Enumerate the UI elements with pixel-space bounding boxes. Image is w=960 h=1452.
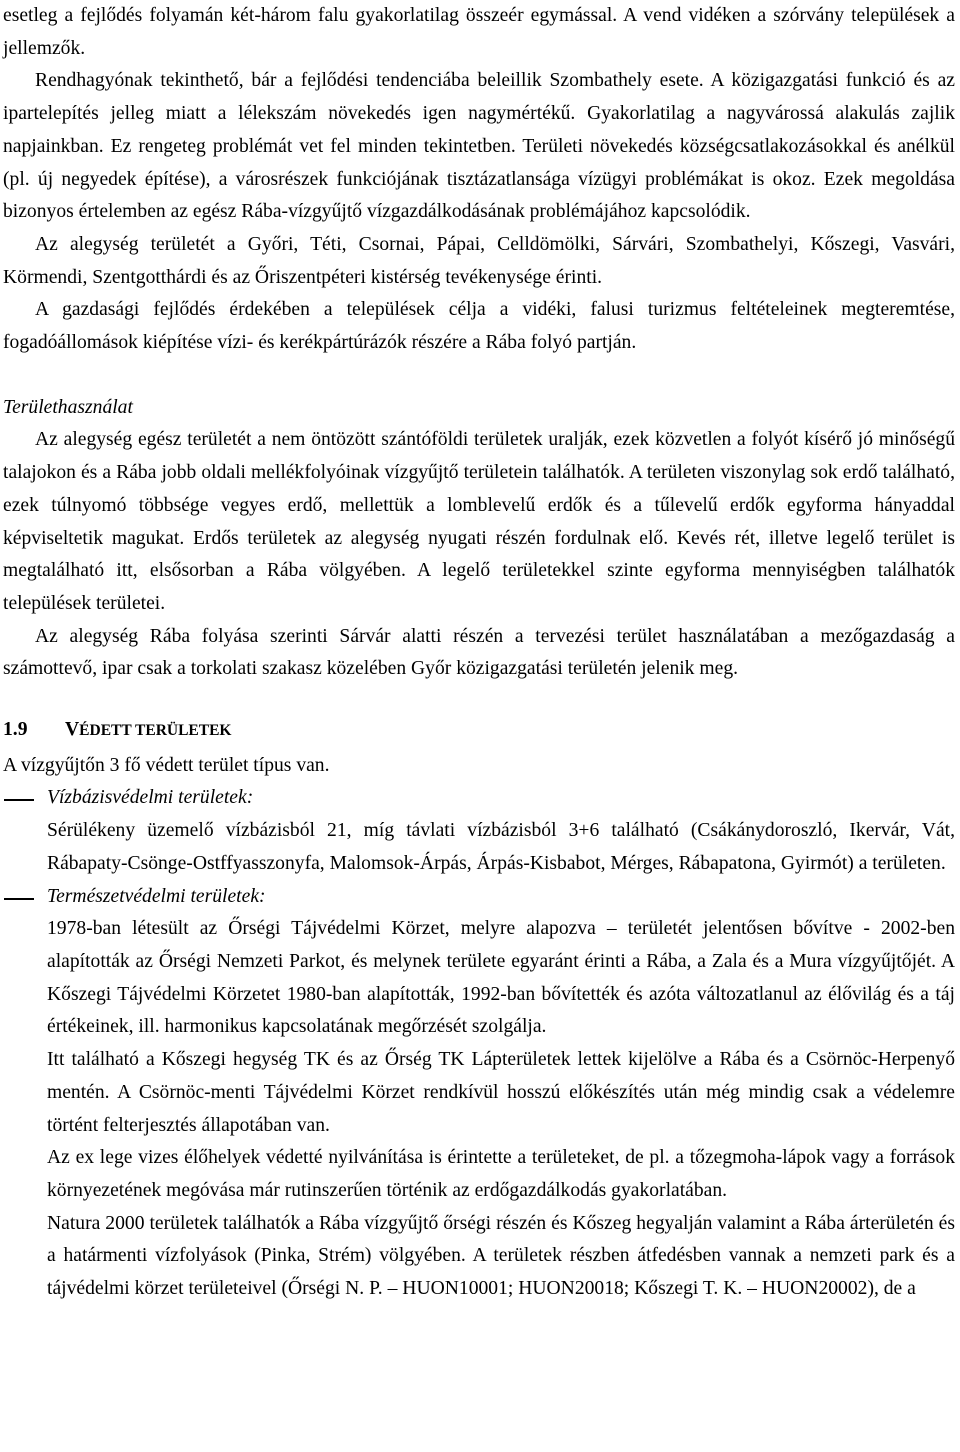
paragraph-szombathely: Rendhagyónak tekinthető, bár a fejlődési tendenciába beleillik Szombathely esete. A közigazgatási funkció és az ipartelepítés jelleg miatt a lélekszám növekedés igen nagymértékű. Gyakorlatilag a nagyvárossá alakulás zajlik napjainkban. Ez rengeteg problémát vet fel minden tekintetben. Területi növekedés községcsatlakozásokkal és anélkül (pl. új negyedek építése), a városrészek funkciójának tisztázatlansága vízügyi problémákat is okoz. Ezek megoldása bizonyos értelemben az egész Rába-vízgyűjtő vízgazdálkodásának problémájához kapcsolódik. [3, 70, 955, 223]
section-number: 1.9 [3, 719, 28, 741]
list-item-paragraph: Sérülékeny üzemelő vízbázisból 21, míg távlati vízbázisból 3+6 található (Csákánydoroszló, Ikervár, Vát, Rábapaty-Csönge-Ostffyasszonyfa, Malomsok-Árpás, Árpás-Kisbabot, Mérges, Rábapatona, Gyirmót) a területen. [47, 820, 955, 874]
paragraph-landuse-2: Az alegység Rába folyása szerinti Sárvár alatti részén a tervezési terület használatában a mezőgazdaság a számottevő, ipar csak a torkolati szakasz közelében Győr közigazgatási területén jelenik meg. [3, 625, 955, 680]
list-item-vizbazis [3, 782, 955, 880]
paragraph-kisterseg: Az alegység területét a Győri, Téti, Csornai, Pápai, Celldömölki, Sárvári, Szombathelyi, Kőszegi, Vasvári, Körmendi, Szentgotthárdi és az Őriszentpéteri kistérség tevékenysége érinti. [3, 233, 955, 288]
subheading-teruelethasznalat: Területhasználat [3, 396, 133, 418]
list-item-label: Vízbázisvédelmi területek: [47, 787, 254, 809]
list-item-label: Természetvédelmi területek: [47, 885, 266, 907]
section-intro: A vízgyűjtőn 3 fő védett terület típus van. [3, 754, 330, 776]
list-item-termeszetvedelem [3, 881, 955, 1306]
list-item-paragraph: 1978-ban létesült az Őrségi Tájvédelmi Körzet, melyre alapozva – területét jelentősen bővítve - 2002-ben alapították az Őrségi Nemzeti Parkot, és melynek területe egyaránt érinti a Rába, a Zala és a Mura vízgyűjtőjét. A Kőszegi Tájvédelmi Körzetet 1980-ban alapították, 1992-ban bővítették és azóta változatlanul az élővilág és a táj értékeinek, ill. harmonikus kapcsolatának megőrzését szolgálja. [47, 918, 955, 1038]
section-title-rest: ÉDETT TERÜLETEK [79, 722, 232, 740]
paragraph-turizmus: A gazdasági fejlődés érdekében a települések célja a vidéki, falusi turizmus feltételeinek megteremtése, fogadóállomások kiépítése vízi- és kerékpártúrázók részére a Rába folyó partján. [3, 299, 955, 354]
list-item-paragraph: Itt található a Kőszegi hegység TK és az Őrség TK Lápterületek lettek kijelölve a Rába és a Csörnöc-Herpenyő mentén. A Csörnöc-menti Tájvédelmi Körzet rendkívül hosszú előkészítés után még mindig csak a védelemre történt felterjesztés állapotában van. [47, 1049, 955, 1136]
section-title-initial: V [65, 719, 80, 741]
list-item-paragraph: Az ex lege vizes élőhelyek védetté nyilvánítása is érintette a területeket, de pl. a tőzegmoha-lápok vagy a források környezetének megóvása már rutinszerűen történik az erdőgazdálkodás gyakorlatában. [47, 1147, 955, 1201]
document-page [3, 0, 955, 1306]
paragraph-landuse-1: Az alegység egész területét a nem öntözött szántóföldi területek uralják, ezek közvetlen a folyót kísérő jó minőségű talajokon és a Rába jobb oldali mellékfolyóinak vízgyűjtő területein találhatók. A területen viszonylag sok erdő található, ezek túlnyomó többsége vegyes erdő, mellettük a lomblevelű erdők és a tűlevelű erdők egyforma hányaddal képviseltetik magukat. Erdős területek az alegység nyugati részén fordulnak elő. Kevés rét, illetve legelő terület is megtalálható itt, elsősorban a Rába völgyében. A legelő területekkel szinte egyforma mennyiségben találhatók települések területei. [3, 429, 955, 614]
section-heading [3, 714, 955, 748]
list-item-paragraph: Natura 2000 területek találhatók a Rába vízgyűjtő őrségi részén és Kőszeg hegyalján valamint a Rába árterületén és a határmenti vízfolyások (Pinka, Strém) völgyében. A területek részben átfedésben vannak a nemzeti park és a tájvédelmi körzet területeivel (Őrségi N. P. – HUON10001; HUON20018; Kőszegi T. K. – HUON20002), de a [47, 1212, 955, 1300]
paragraph-intro: esetleg a fejlődés folyamán két-három falu gyakorlatilag összeér egymással. A vend vidéken a szórvány települések a jellemzők. [3, 5, 955, 59]
